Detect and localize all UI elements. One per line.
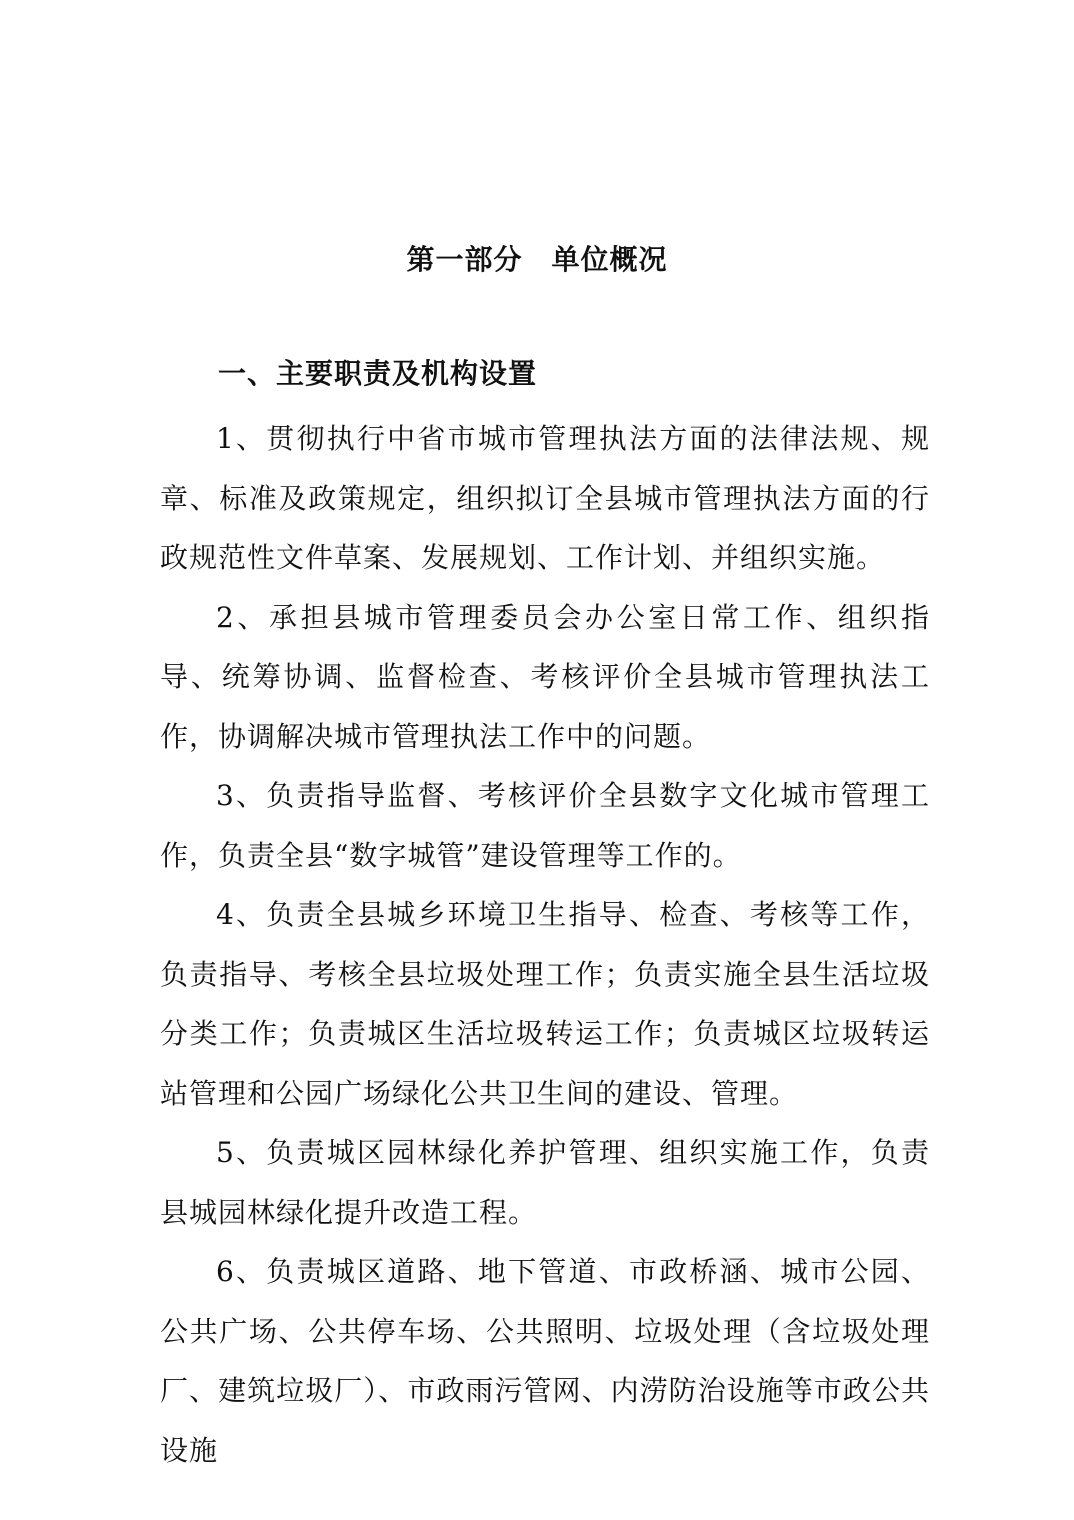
section-heading: 一、主要职责及机构设置 — [218, 357, 538, 390]
paragraph-1: 1、贯彻执行中省市城市管理执法方面的法律法规、规章、标准及政策规定，组织拟订全县城市管理执法方面的行政规范性文件草案、发展规划、工作计划、并组织实施。 — [160, 422, 930, 574]
paragraph-5: 5、负责城区园林绿化养护管理、组织实施工作，负责县城园林绿化提升改造工程。 — [160, 1136, 930, 1229]
paragraph-6: 6、负责城区道路、地下管道、市政桥涵、城市公园、公共广场、公共停车场、公共照明、垃圾处理（含垃圾处理厂、建筑垃圾厂）、市政雨污管网、内涝防治设施等市政公共设施 — [160, 1255, 930, 1467]
paragraph-4: 4、负责全县城乡环境卫生指导、检查、考核等工作，负责指导、考核全县垃圾处理工作；负责实施全县生活垃圾分类工作；负责城区生活垃圾转运工作；负责城区垃圾转运站管理和公园广场绿化公共卫生间的建设、管理。 — [160, 898, 930, 1110]
part-title: 第一部分 单位概况 — [406, 243, 668, 276]
paragraph-3: 3、负责指导监督、考核评价全县数字文化城市管理工作，负责全县“数字城管”建设管理等工作的。 — [160, 779, 930, 872]
document-body — [160, 409, 930, 1480]
paragraph-2: 2、承担县城市管理委员会办公室日常工作、组织指导、统筹协调、监督检查、考核评价全县城市管理执法工作，协调解决城市管理执法工作中的问题。 — [160, 600, 930, 753]
